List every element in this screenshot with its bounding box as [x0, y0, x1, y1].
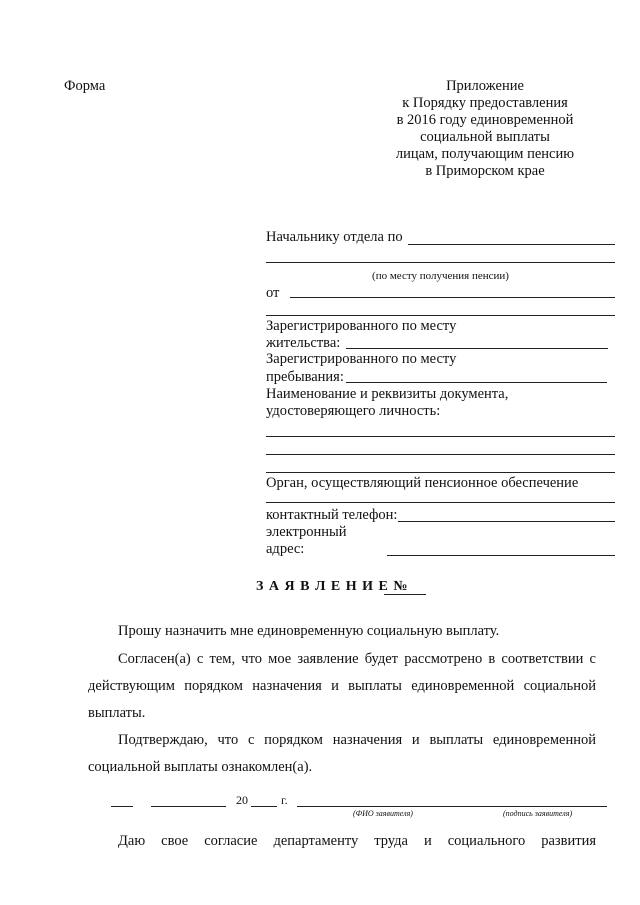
- paragraph-confirm-line1: Подтверждаю, что с порядком назначения и выплаты единовременной: [118, 732, 596, 748]
- applicant-name-line[interactable]: [290, 297, 615, 298]
- paragraph-consent-line1: Согласен(а) с тем, что мое заявление будет рассмотрено в соответствии с: [118, 651, 596, 667]
- identity-document-line-2[interactable]: [266, 454, 615, 455]
- year-line[interactable]: [251, 806, 277, 807]
- pension-body-label: Орган, осуществляющий пенсионное обеспечение: [266, 475, 579, 491]
- identity-document-label-2: удостоверяющего личность:: [266, 403, 441, 419]
- appendix-line: Приложение: [446, 78, 524, 94]
- paragraph-data-consent-line1: Даю свое согласие департаменту труда и социального развития: [118, 833, 596, 849]
- form-label: Форма: [64, 78, 106, 94]
- paragraph-consent-line3: выплаты.: [88, 705, 146, 721]
- paragraph-consent-line2: действующим порядком назначения и выплаты единовременной социальной: [88, 678, 596, 694]
- appendix-line: к Порядку предоставления: [402, 95, 568, 111]
- email-label-2: адрес:: [266, 541, 305, 557]
- identity-document-label: Наименование и реквизиты документа,: [266, 386, 509, 402]
- appendix-line: лицам, получающим пенсию: [395, 146, 575, 162]
- name-note: (ФИО заявителя): [353, 809, 413, 818]
- day-line[interactable]: [111, 806, 133, 807]
- pension-body-line[interactable]: [266, 502, 615, 503]
- stay-label: пребывания:: [266, 369, 344, 385]
- name-signature-line[interactable]: [297, 806, 607, 807]
- stay-address-line[interactable]: [346, 382, 607, 383]
- registered-stay-label: Зарегистрированного по месту: [266, 351, 457, 367]
- appendix-line: в 2016 году единовременной: [396, 112, 574, 128]
- phone-field-line[interactable]: [398, 521, 615, 522]
- year-prefix: 20: [236, 793, 248, 807]
- residence-label: жительства:: [266, 335, 341, 351]
- from-label: от: [266, 285, 280, 301]
- residence-address-line[interactable]: [346, 348, 608, 349]
- department-field-line-2[interactable]: [266, 262, 615, 263]
- department-field-line[interactable]: [408, 244, 615, 245]
- phone-label: контактный телефон:: [266, 507, 398, 523]
- month-line[interactable]: [151, 806, 226, 807]
- appendix-line: социальной выплаты: [420, 129, 550, 145]
- email-field-line[interactable]: [387, 555, 615, 556]
- identity-document-line-3[interactable]: [266, 472, 615, 473]
- applicant-name-line-2[interactable]: [266, 315, 615, 316]
- statement-number-line[interactable]: [384, 594, 426, 595]
- email-label: электронный: [266, 524, 347, 540]
- registered-residence-label: Зарегистрированного по месту: [266, 318, 457, 334]
- identity-document-line-1[interactable]: [266, 436, 615, 437]
- appendix-line: в Приморском крае: [425, 163, 545, 179]
- paragraph-request: Прошу назначить мне единовременную социальную выплату.: [118, 623, 500, 639]
- pension-place-note: (по месту получения пенсии): [372, 270, 509, 282]
- appendix-block: [380, 78, 590, 180]
- year-suffix: г.: [281, 793, 288, 807]
- signature-note: (подпись заявителя): [503, 809, 573, 818]
- paragraph-confirm-line2: социальной выплаты ознакомлен(а).: [88, 759, 313, 775]
- statement-title: З А Я В Л Е Н И Е №: [256, 579, 409, 594]
- head-of-department-label: Начальнику отдела по: [266, 229, 403, 245]
